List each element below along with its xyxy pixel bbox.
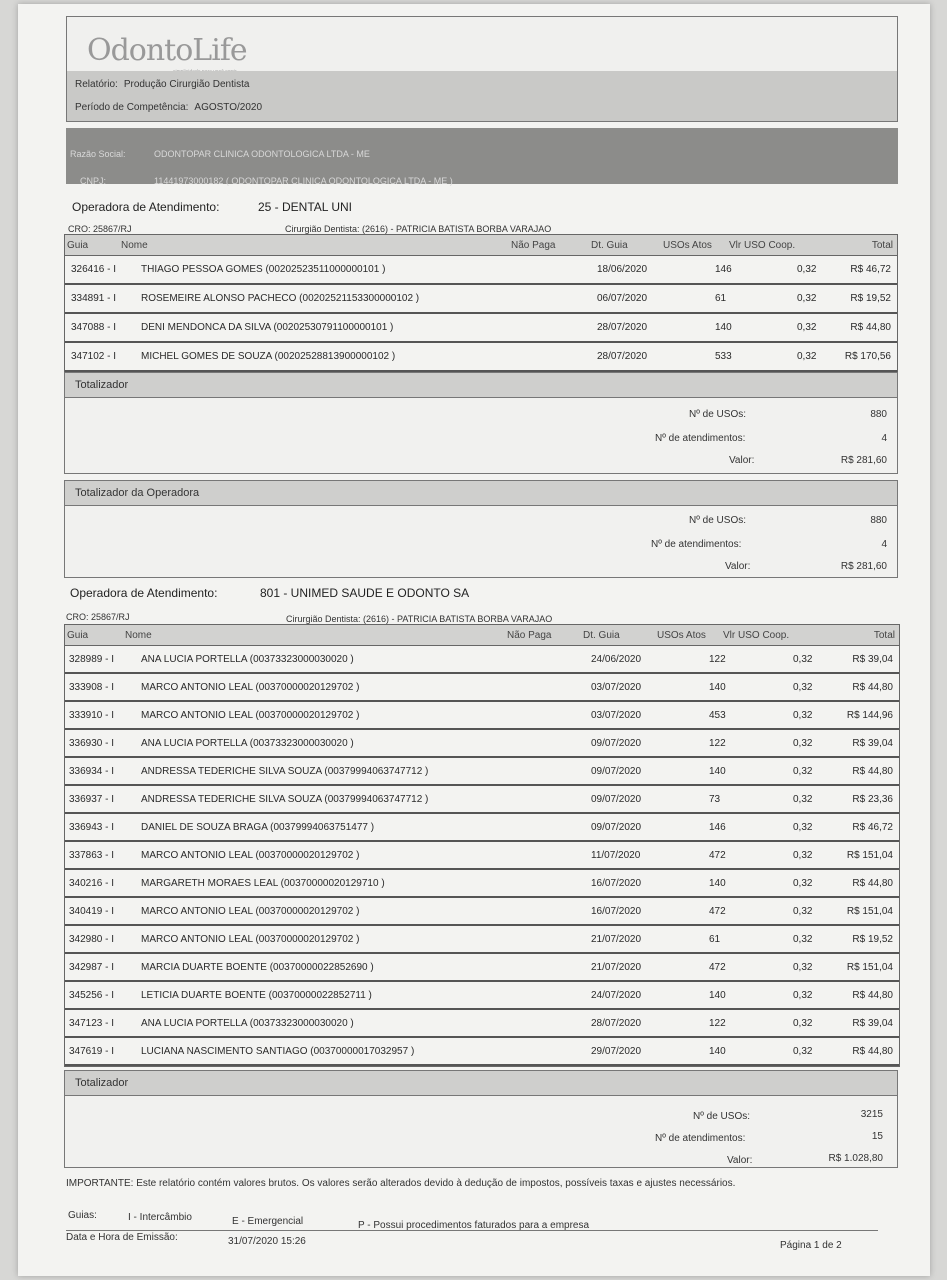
table-row <box>65 702 899 730</box>
usos-cell: 146 <box>709 822 726 833</box>
usos-value: 880 <box>870 515 887 526</box>
table-header <box>65 235 897 256</box>
producao-table-2 <box>64 624 900 1067</box>
total-cell: R$ 44,80 <box>852 766 893 777</box>
total-cell: R$ 44,80 <box>852 682 893 693</box>
vlr-uso-cell: 0,32 <box>793 682 813 693</box>
dt-guia-cell: 09/07/2020 <box>591 822 642 833</box>
vlr-uso-cell: 0,32 <box>793 654 813 665</box>
importante-note: IMPORTANTE: Este relatório contém valores brutos. Os valores serão alterados devido à dedução de impostos, possíveis taxas e ajustes necessários. <box>66 1178 736 1189</box>
usos-cell: 472 <box>709 962 726 973</box>
nome-cell: ROSEMEIRE ALONSO PACHECO (00202521153300000102 ) <box>141 293 420 304</box>
total-cell: R$ 170,56 <box>844 351 891 362</box>
razao-value: ODONTOPAR CLINICA ODONTOLOGICA LTDA - ME <box>154 149 370 159</box>
vlr-uso-cell: 0,32 <box>793 962 813 973</box>
guia-cell: 336930 - I <box>69 738 115 749</box>
vlr-uso-cell: 0,32 <box>797 293 817 304</box>
usos-cell: 140 <box>709 682 726 693</box>
nome-cell: DANIEL DE SOUZA BRAGA (00379994063751477 ) <box>141 822 375 833</box>
guia-cell: 342987 - I <box>69 962 115 973</box>
dt-guia-cell: 28/07/2020 <box>597 322 648 333</box>
vlr-uso-cell: 0,32 <box>797 351 817 362</box>
table-row <box>65 1038 899 1066</box>
table-row <box>65 898 899 926</box>
cnpj-label: CNPJ: <box>80 176 107 186</box>
valor-label: Valor: <box>725 561 751 572</box>
usos-cell: 61 <box>709 934 721 945</box>
col-nome: Nome <box>125 630 152 641</box>
nome-cell: MARGARETH MORAES LEAL (00370000020129710 ) <box>141 878 385 889</box>
vlr-uso-cell: 0,32 <box>797 264 817 275</box>
vlr-uso-cell: 0,32 <box>793 738 813 749</box>
dt-guia-cell: 21/07/2020 <box>591 962 642 973</box>
dt-guia-cell: 24/07/2020 <box>591 990 642 1001</box>
guia-cell: 345256 - I <box>69 990 115 1001</box>
cro2: CRO: 25867/RJ <box>66 612 130 622</box>
nome-cell: LUCIANA NASCIMENTO SANTIAGO (00370000017032957 ) <box>141 1046 415 1057</box>
valor-value: R$ 1.028,80 <box>828 1153 883 1164</box>
totalizador-operadora <box>64 480 898 578</box>
table-row <box>65 786 899 814</box>
nome-cell: MARCIA DUARTE BOENTE (00370000022852690 ) <box>141 962 374 973</box>
usos-cell: 140 <box>709 878 726 889</box>
vlr-uso-cell: 0,32 <box>793 906 813 917</box>
totalizador-operadora-title: Totalizador da Operadora <box>65 481 897 506</box>
table-row <box>65 814 899 842</box>
periodo-line <box>75 102 262 113</box>
vlr-uso-cell: 0,32 <box>793 766 813 777</box>
atendimentos-value: 4 <box>881 539 887 550</box>
dt-guia-cell: 03/07/2020 <box>591 710 642 721</box>
producao-table-1 <box>64 234 898 373</box>
col-nao-paga: Não Paga <box>507 630 552 641</box>
usos-cell: 122 <box>709 654 726 665</box>
atendimentos-label: Nº de atendimentos: <box>651 539 742 550</box>
table-row <box>65 982 899 1010</box>
valor-value: R$ 281,60 <box>840 455 887 466</box>
nome-cell: MARCO ANTONIO LEAL (00370000020129702 ) <box>141 850 360 861</box>
nome-cell: DENI MENDONCA DA SILVA (00202530791100000101 ) <box>141 322 394 333</box>
total-cell: R$ 151,04 <box>846 850 893 861</box>
nome-cell: ANDRESSA TEDERICHE SILVA SOUZA (00379994063747712 ) <box>141 766 429 777</box>
table-row <box>65 674 899 702</box>
guia-cell: 347123 - I <box>69 1018 115 1029</box>
table-row <box>65 285 897 314</box>
emissao-label: Data e Hora de Emissão: <box>66 1232 178 1243</box>
report-header <box>66 16 898 122</box>
footer-divider <box>66 1230 878 1231</box>
operadora1-label: Operadora de Atendimento: <box>72 200 220 214</box>
vlr-uso-cell: 0,32 <box>793 1046 813 1057</box>
guia-cell: 337863 - I <box>69 850 115 861</box>
dt-guia-cell: 28/07/2020 <box>597 351 648 362</box>
vlr-uso-cell: 0,32 <box>793 794 813 805</box>
legend-emergencial: E - Emergencial <box>232 1216 304 1227</box>
dt-guia-cell: 18/06/2020 <box>597 264 648 275</box>
emissao-value: 31/07/2020 15:26 <box>228 1236 306 1247</box>
guia-cell: 334891 - I <box>71 293 117 304</box>
col-total: Total <box>871 240 893 251</box>
periodo-label: Período de Competência: <box>75 102 189 113</box>
usos-cell: 140 <box>715 322 732 333</box>
totalizador-2 <box>64 1070 898 1168</box>
vlr-uso-cell: 0,32 <box>793 710 813 721</box>
table-row <box>65 314 897 343</box>
vlr-uso-cell: 0,32 <box>793 990 813 1001</box>
table-row <box>65 758 899 786</box>
dt-guia-cell: 09/07/2020 <box>591 794 642 805</box>
vlr-uso-cell: 0,32 <box>793 934 813 945</box>
periodo-value: AGOSTO/2020 <box>194 102 263 113</box>
total-cell: R$ 46,72 <box>850 264 891 275</box>
table-row <box>65 343 897 372</box>
atendimentos-label: Nº de atendimentos: <box>655 433 746 444</box>
usos-label: Nº de USOs: <box>693 1111 751 1122</box>
odontolife-logo: OdontoLife <box>87 33 247 68</box>
table-row <box>65 842 899 870</box>
usos-value: 880 <box>870 409 887 420</box>
operadora2-value: 801 - UNIMED SAUDE E ODONTO SA <box>260 586 470 600</box>
nome-cell: MARCO ANTONIO LEAL (00370000020129702 ) <box>141 710 360 721</box>
guia-cell: 347619 - I <box>69 1046 115 1057</box>
guia-cell: 347088 - I <box>71 322 117 333</box>
dentista2: Cirurgião Dentista: (2616) - PATRICIA BATISTA BORBA VARAJAO <box>286 614 553 624</box>
col-dt-guia: Dt. Guia <box>591 240 628 251</box>
dt-guia-cell: 21/07/2020 <box>591 934 642 945</box>
nome-cell: MARCO ANTONIO LEAL (00370000020129702 ) <box>141 906 360 917</box>
vlr-uso-cell: 0,32 <box>793 878 813 889</box>
usos-cell: 146 <box>715 264 732 275</box>
total-cell: R$ 151,04 <box>846 962 893 973</box>
dentista1: Cirurgião Dentista: (2616) - PATRICIA BATISTA BORBA VARAJAO <box>285 224 552 234</box>
nome-cell: ANDRESSA TEDERICHE SILVA SOUZA (00379994063747712 ) <box>141 794 429 805</box>
nome-cell: ANA LUCIA PORTELLA (00373323000030020 ) <box>141 738 354 749</box>
nome-cell: MICHEL GOMES DE SOUZA (00202528813900000102 ) <box>141 351 396 362</box>
guia-cell: 336934 - I <box>69 766 115 777</box>
totalizador-1 <box>64 372 898 474</box>
valor-label: Valor: <box>729 455 755 466</box>
usos-cell: 122 <box>709 1018 726 1029</box>
vlr-uso-cell: 0,32 <box>793 1018 813 1029</box>
guia-cell: 342980 - I <box>69 934 115 945</box>
usos-label: Nº de USOs: <box>689 515 747 526</box>
dt-guia-cell: 16/07/2020 <box>591 878 642 889</box>
total-cell: R$ 19,52 <box>852 934 893 945</box>
total-cell: R$ 23,36 <box>852 794 893 805</box>
guias-label: Guias: <box>68 1210 97 1221</box>
legend-empresa: P - Possui procedimentos faturados para a empresa <box>358 1220 590 1231</box>
nome-cell: THIAGO PESSOA GOMES (00202523511000000101 ) <box>141 264 386 275</box>
razao-label: Razão Social: <box>70 149 126 159</box>
report-page <box>18 4 930 1276</box>
dt-guia-cell: 06/07/2020 <box>597 293 648 304</box>
header-info-band <box>67 71 897 121</box>
total-cell: R$ 151,04 <box>846 906 893 917</box>
usos-cell: 140 <box>709 990 726 1001</box>
dt-guia-cell: 11/07/2020 <box>591 850 641 861</box>
razao-social-band <box>66 128 898 184</box>
dt-guia-cell: 28/07/2020 <box>591 1018 642 1029</box>
table-row <box>65 646 899 674</box>
dt-guia-cell: 03/07/2020 <box>591 682 642 693</box>
page-number: Página 1 de 2 <box>780 1240 842 1251</box>
usos-cell: 140 <box>709 766 726 777</box>
dt-guia-cell: 09/07/2020 <box>591 738 642 749</box>
cro1: CRO: 25867/RJ <box>68 224 132 234</box>
col-total: Total <box>873 630 895 641</box>
guia-cell: 347102 - I <box>71 351 117 362</box>
col-guia: Guia <box>67 240 89 251</box>
total-cell: R$ 44,80 <box>852 990 893 1001</box>
nome-cell: LETICIA DUARTE BOENTE (00370000022852711 ) <box>141 990 372 1001</box>
dt-guia-cell: 16/07/2020 <box>591 906 642 917</box>
vlr-uso-cell: 0,32 <box>797 322 817 333</box>
totalizador-title: Totalizador <box>65 373 897 398</box>
guia-cell: 333910 - I <box>69 710 115 721</box>
usos-cell: 472 <box>709 850 726 861</box>
col-usos-atos: USOs Atos <box>657 630 706 641</box>
operadora2-label: Operadora de Atendimento: <box>70 586 218 600</box>
nome-cell: MARCO ANTONIO LEAL (00370000020129702 ) <box>141 934 360 945</box>
table-row <box>65 256 897 285</box>
col-vlr-uso: Vlr USO Coop. <box>723 630 790 641</box>
total-cell: R$ 44,80 <box>852 1046 893 1057</box>
total-cell: R$ 44,80 <box>850 322 891 333</box>
table-row <box>65 954 899 982</box>
cnpj-value: 11441973000182 ( ODONTOPAR CLINICA ODONTOLOGICA LTDA - ME ) <box>154 176 453 186</box>
usos-cell: 472 <box>709 906 726 917</box>
col-guia: Guia <box>67 630 89 641</box>
guia-cell: 336943 - I <box>69 822 115 833</box>
vlr-uso-cell: 0,32 <box>793 822 813 833</box>
table-header <box>65 625 899 646</box>
nome-cell: ANA LUCIA PORTELLA (00373323000030020 ) <box>141 654 354 665</box>
usos-value: 3215 <box>860 1109 883 1120</box>
usos-cell: 73 <box>709 794 721 805</box>
atendimentos-value: 4 <box>881 433 887 444</box>
col-vlr-uso: Vlr USO Coop. <box>729 240 796 251</box>
nome-cell: MARCO ANTONIO LEAL (00370000020129702 ) <box>141 682 360 693</box>
valor-label: Valor: <box>727 1155 753 1166</box>
operadora1-value: 25 - DENTAL UNI <box>258 200 353 214</box>
usos-cell: 61 <box>715 293 727 304</box>
guia-cell: 326416 - I <box>71 264 117 275</box>
dt-guia-cell: 24/06/2020 <box>591 654 642 665</box>
guia-cell: 333908 - I <box>69 682 115 693</box>
atendimentos-value: 15 <box>871 1131 883 1142</box>
total-cell: R$ 39,04 <box>852 738 893 749</box>
guia-cell: 340419 - I <box>69 906 115 917</box>
relatorio-value: Produção Cirurgião Dentista <box>123 79 250 90</box>
col-dt-guia: Dt. Guia <box>583 630 620 641</box>
dt-guia-cell: 29/07/2020 <box>591 1046 642 1057</box>
table-row <box>65 870 899 898</box>
legend-intercambio: I - Intercâmbio <box>128 1212 192 1223</box>
table-row <box>65 1010 899 1038</box>
relatorio-line <box>75 79 249 90</box>
total-cell: R$ 39,04 <box>852 1018 893 1029</box>
usos-cell: 122 <box>709 738 726 749</box>
total-cell: R$ 39,04 <box>852 654 893 665</box>
vlr-uso-cell: 0,32 <box>793 850 813 861</box>
total-cell: R$ 44,80 <box>852 878 893 889</box>
relatorio-label: Relatório: <box>75 79 118 90</box>
col-usos-atos: USOs Atos <box>663 240 712 251</box>
guia-cell: 336937 - I <box>69 794 115 805</box>
total-cell: R$ 46,72 <box>852 822 893 833</box>
total-cell: R$ 19,52 <box>850 293 891 304</box>
guia-cell: 340216 - I <box>69 878 115 889</box>
valor-value: R$ 281,60 <box>840 561 887 572</box>
col-nao-paga: Não Paga <box>511 240 556 251</box>
usos-cell: 140 <box>709 1046 726 1057</box>
nome-cell: ANA LUCIA PORTELLA (00373323000030020 ) <box>141 1018 354 1029</box>
table-row <box>65 926 899 954</box>
guia-cell: 328989 - I <box>69 654 115 665</box>
col-nome: Nome <box>121 240 148 251</box>
total-cell: R$ 144,96 <box>846 710 893 721</box>
atendimentos-label: Nº de atendimentos: <box>655 1133 746 1144</box>
usos-cell: 533 <box>715 351 732 362</box>
dt-guia-cell: 09/07/2020 <box>591 766 642 777</box>
table-row <box>65 730 899 758</box>
totalizador-title: Totalizador <box>65 1071 897 1096</box>
usos-cell: 453 <box>709 710 726 721</box>
usos-label: Nº de USOs: <box>689 409 747 420</box>
